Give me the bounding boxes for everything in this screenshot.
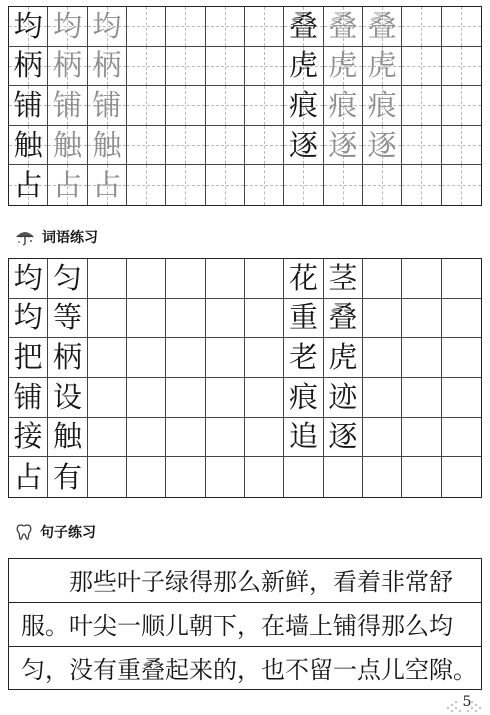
grid-cell [324, 378, 363, 418]
grid-character: 痕 [288, 87, 318, 122]
grid-cell [284, 418, 323, 458]
grid-cell [324, 165, 363, 205]
grid-cell [127, 86, 166, 126]
grid-character: 痕 [288, 379, 318, 414]
grid-cell [127, 7, 166, 47]
grid-cell [166, 165, 205, 205]
grid-cell [363, 165, 402, 205]
grid-cell [206, 418, 245, 458]
grid-cell [48, 299, 87, 339]
grid-cell [402, 299, 441, 339]
grid-character: 均 [52, 8, 82, 43]
grid-cell [442, 7, 481, 47]
grid-cell [245, 299, 284, 339]
grid-cell [324, 47, 363, 87]
grid-cell [363, 418, 402, 458]
grid-character: 均 [13, 300, 43, 335]
grid-character: 触 [13, 127, 43, 162]
grid-cell [127, 47, 166, 87]
grid-character: 迹 [328, 379, 358, 414]
grid-cell [88, 259, 127, 299]
grid-cell [245, 378, 284, 418]
grid-cell [206, 165, 245, 205]
grid-cell [245, 47, 284, 87]
grid-cell [166, 457, 205, 497]
grid-cell [9, 86, 48, 126]
grid-cell [88, 378, 127, 418]
grid-character: 柄 [13, 48, 43, 83]
grid-character: 虎 [328, 340, 358, 375]
grid-cell [245, 126, 284, 166]
grid-cell [88, 86, 127, 126]
grid-cell [127, 418, 166, 458]
grid-cell [127, 378, 166, 418]
grid-cell [166, 259, 205, 299]
grid-cell [9, 259, 48, 299]
grid-character: 铺 [52, 87, 82, 122]
tooth-icon [14, 522, 34, 542]
section-title-sentence: 句子练习 [40, 525, 96, 541]
grid-character: 设 [52, 379, 82, 414]
section-header-sentence [14, 522, 96, 542]
grid-cell [206, 47, 245, 87]
grid-character: 占 [52, 167, 82, 202]
grid-cell [324, 126, 363, 166]
grid-character: 接 [13, 419, 43, 454]
grid-cell [442, 126, 481, 166]
section-title-words: 词语练习 [42, 230, 98, 246]
grid-cell [166, 86, 205, 126]
grid-cell [9, 457, 48, 497]
grid-character: 柄 [52, 340, 82, 375]
grid-cell [88, 47, 127, 87]
grid-cell [9, 299, 48, 339]
grid-cell [48, 338, 87, 378]
grid-character: 叠 [328, 300, 358, 335]
grid-cell [206, 259, 245, 299]
grid-cell [442, 259, 481, 299]
grid-character: 触 [52, 127, 82, 162]
grid-cell [284, 299, 323, 339]
grid-cell [166, 338, 205, 378]
word-practice-grid [8, 258, 482, 498]
grid-cell [284, 165, 323, 205]
grid-character: 叠 [328, 8, 358, 43]
grid-cell [363, 259, 402, 299]
grid-cell [127, 126, 166, 166]
grid-character: 逐 [367, 127, 397, 162]
grid-cell [88, 7, 127, 47]
grid-cell [402, 457, 441, 497]
grid-cell [402, 86, 441, 126]
grid-cell [363, 86, 402, 126]
grid-cell [166, 299, 205, 339]
grid-cell [9, 126, 48, 166]
grid-character: 叠 [367, 8, 397, 43]
grid-cell [363, 126, 402, 166]
grid-cell [442, 86, 481, 126]
grid-cell [402, 47, 441, 87]
grid-cell [88, 338, 127, 378]
grid-character: 虎 [328, 48, 358, 83]
grid-character: 老 [288, 340, 318, 375]
grid-cell [127, 259, 166, 299]
grid-cell [127, 299, 166, 339]
grid-cell [245, 165, 284, 205]
grid-character: 均 [13, 8, 43, 43]
grid-cell [206, 86, 245, 126]
grid-character: 叠 [288, 8, 318, 43]
section-header-words [14, 227, 98, 247]
grid-cell [245, 418, 284, 458]
grid-cell [402, 126, 441, 166]
grid-cell [442, 338, 481, 378]
grid-cell [284, 7, 323, 47]
grid-cell [402, 259, 441, 299]
grid-cell [88, 457, 127, 497]
grid-cell [324, 338, 363, 378]
grid-cell [324, 259, 363, 299]
grid-cell [88, 299, 127, 339]
grid-cell [402, 378, 441, 418]
grid-character: 逐 [288, 127, 318, 162]
grid-cell [402, 418, 441, 458]
grid-character: 均 [92, 8, 122, 43]
grid-cell [48, 259, 87, 299]
grid-cell [284, 457, 323, 497]
grid-cell [324, 7, 363, 47]
grid-cell [324, 418, 363, 458]
grid-cell [284, 259, 323, 299]
sentence-line-2: 服。叶尖一顺儿朝下，在墙上铺得那么均 [21, 612, 453, 640]
grid-character: 铺 [92, 87, 122, 122]
grid-cell [166, 7, 205, 47]
grid-cell [402, 7, 441, 47]
grid-cell [324, 299, 363, 339]
page-number: 5 [462, 694, 472, 710]
grid-cell [363, 457, 402, 497]
grid-cell [363, 7, 402, 47]
grid-cell [363, 338, 402, 378]
grid-character: 触 [52, 419, 82, 454]
grid-character: 柄 [92, 48, 122, 83]
grid-character: 占 [92, 167, 122, 202]
grid-cell [245, 338, 284, 378]
grid-character: 茎 [328, 260, 358, 295]
grid-character: 柄 [52, 48, 82, 83]
character-practice-grid [8, 6, 482, 206]
grid-cell [88, 165, 127, 205]
grid-cell [206, 338, 245, 378]
grid-cell [442, 299, 481, 339]
grid-character: 虎 [288, 48, 318, 83]
writing-line [9, 646, 481, 647]
grid-cell [284, 338, 323, 378]
grid-cell [245, 86, 284, 126]
grid-cell [442, 47, 481, 87]
grid-cell [48, 457, 87, 497]
grid-cell [48, 7, 87, 47]
sentence-practice-box [8, 558, 482, 690]
grid-character: 追 [288, 419, 318, 454]
grid-character: 均 [13, 260, 43, 295]
grid-cell [284, 47, 323, 87]
grid-character: 匀 [52, 260, 82, 295]
grid-character: 逐 [328, 127, 358, 162]
grid-cell [442, 418, 481, 458]
grid-cell [127, 338, 166, 378]
grid-cell [284, 126, 323, 166]
grid-character: 重 [288, 300, 318, 335]
grid-cell [48, 378, 87, 418]
grid-cell [48, 47, 87, 87]
grid-character: 占 [13, 459, 43, 494]
grid-cell [166, 378, 205, 418]
grid-cell [245, 259, 284, 299]
writing-line [9, 602, 481, 603]
umbrella-icon [14, 227, 36, 247]
grid-cell [245, 7, 284, 47]
grid-cell [206, 126, 245, 166]
grid-character: 铺 [13, 87, 43, 122]
grid-cell [9, 165, 48, 205]
grid-character: 等 [52, 300, 82, 335]
grid-character: 触 [92, 127, 122, 162]
grid-cell [402, 165, 441, 205]
grid-cell [9, 418, 48, 458]
grid-character: 铺 [13, 379, 43, 414]
grid-cell [363, 378, 402, 418]
grid-cell [442, 165, 481, 205]
grid-cell [363, 299, 402, 339]
grid-cell [245, 457, 284, 497]
grid-cell [127, 457, 166, 497]
grid-cell [9, 7, 48, 47]
grid-cell [206, 378, 245, 418]
grid-cell [363, 47, 402, 87]
grid-cell [324, 457, 363, 497]
grid-cell [166, 418, 205, 458]
grid-cell [9, 47, 48, 87]
grid-cell [166, 47, 205, 87]
grid-cell [284, 378, 323, 418]
grid-cell [166, 126, 205, 166]
grid-cell [442, 378, 481, 418]
grid-character: 有 [52, 459, 82, 494]
grid-character: 逐 [328, 419, 358, 454]
grid-cell [206, 7, 245, 47]
grid-cell [324, 86, 363, 126]
grid-character: 把 [13, 340, 43, 375]
grid-cell [127, 165, 166, 205]
grid-cell [88, 126, 127, 166]
grid-cell [48, 86, 87, 126]
grid-cell [402, 338, 441, 378]
grid-cell [48, 165, 87, 205]
grid-character: 虎 [367, 48, 397, 83]
grid-cell [206, 457, 245, 497]
grid-character: 占 [13, 167, 43, 202]
grid-character: 花 [288, 260, 318, 295]
sentence-line-1: 那些叶子绿得那么新鲜，看着非常舒 [69, 568, 453, 596]
grid-cell [48, 418, 87, 458]
grid-cell [9, 338, 48, 378]
grid-cell [88, 418, 127, 458]
grid-cell [9, 378, 48, 418]
grid-character: 痕 [328, 87, 358, 122]
grid-cell [442, 457, 481, 497]
grid-cell [206, 299, 245, 339]
grid-character: 痕 [367, 87, 397, 122]
grid-cell [284, 86, 323, 126]
sentence-line-3: 匀，没有重叠起来的，也不留一点儿空隙。 [21, 656, 477, 684]
grid-cell [48, 126, 87, 166]
